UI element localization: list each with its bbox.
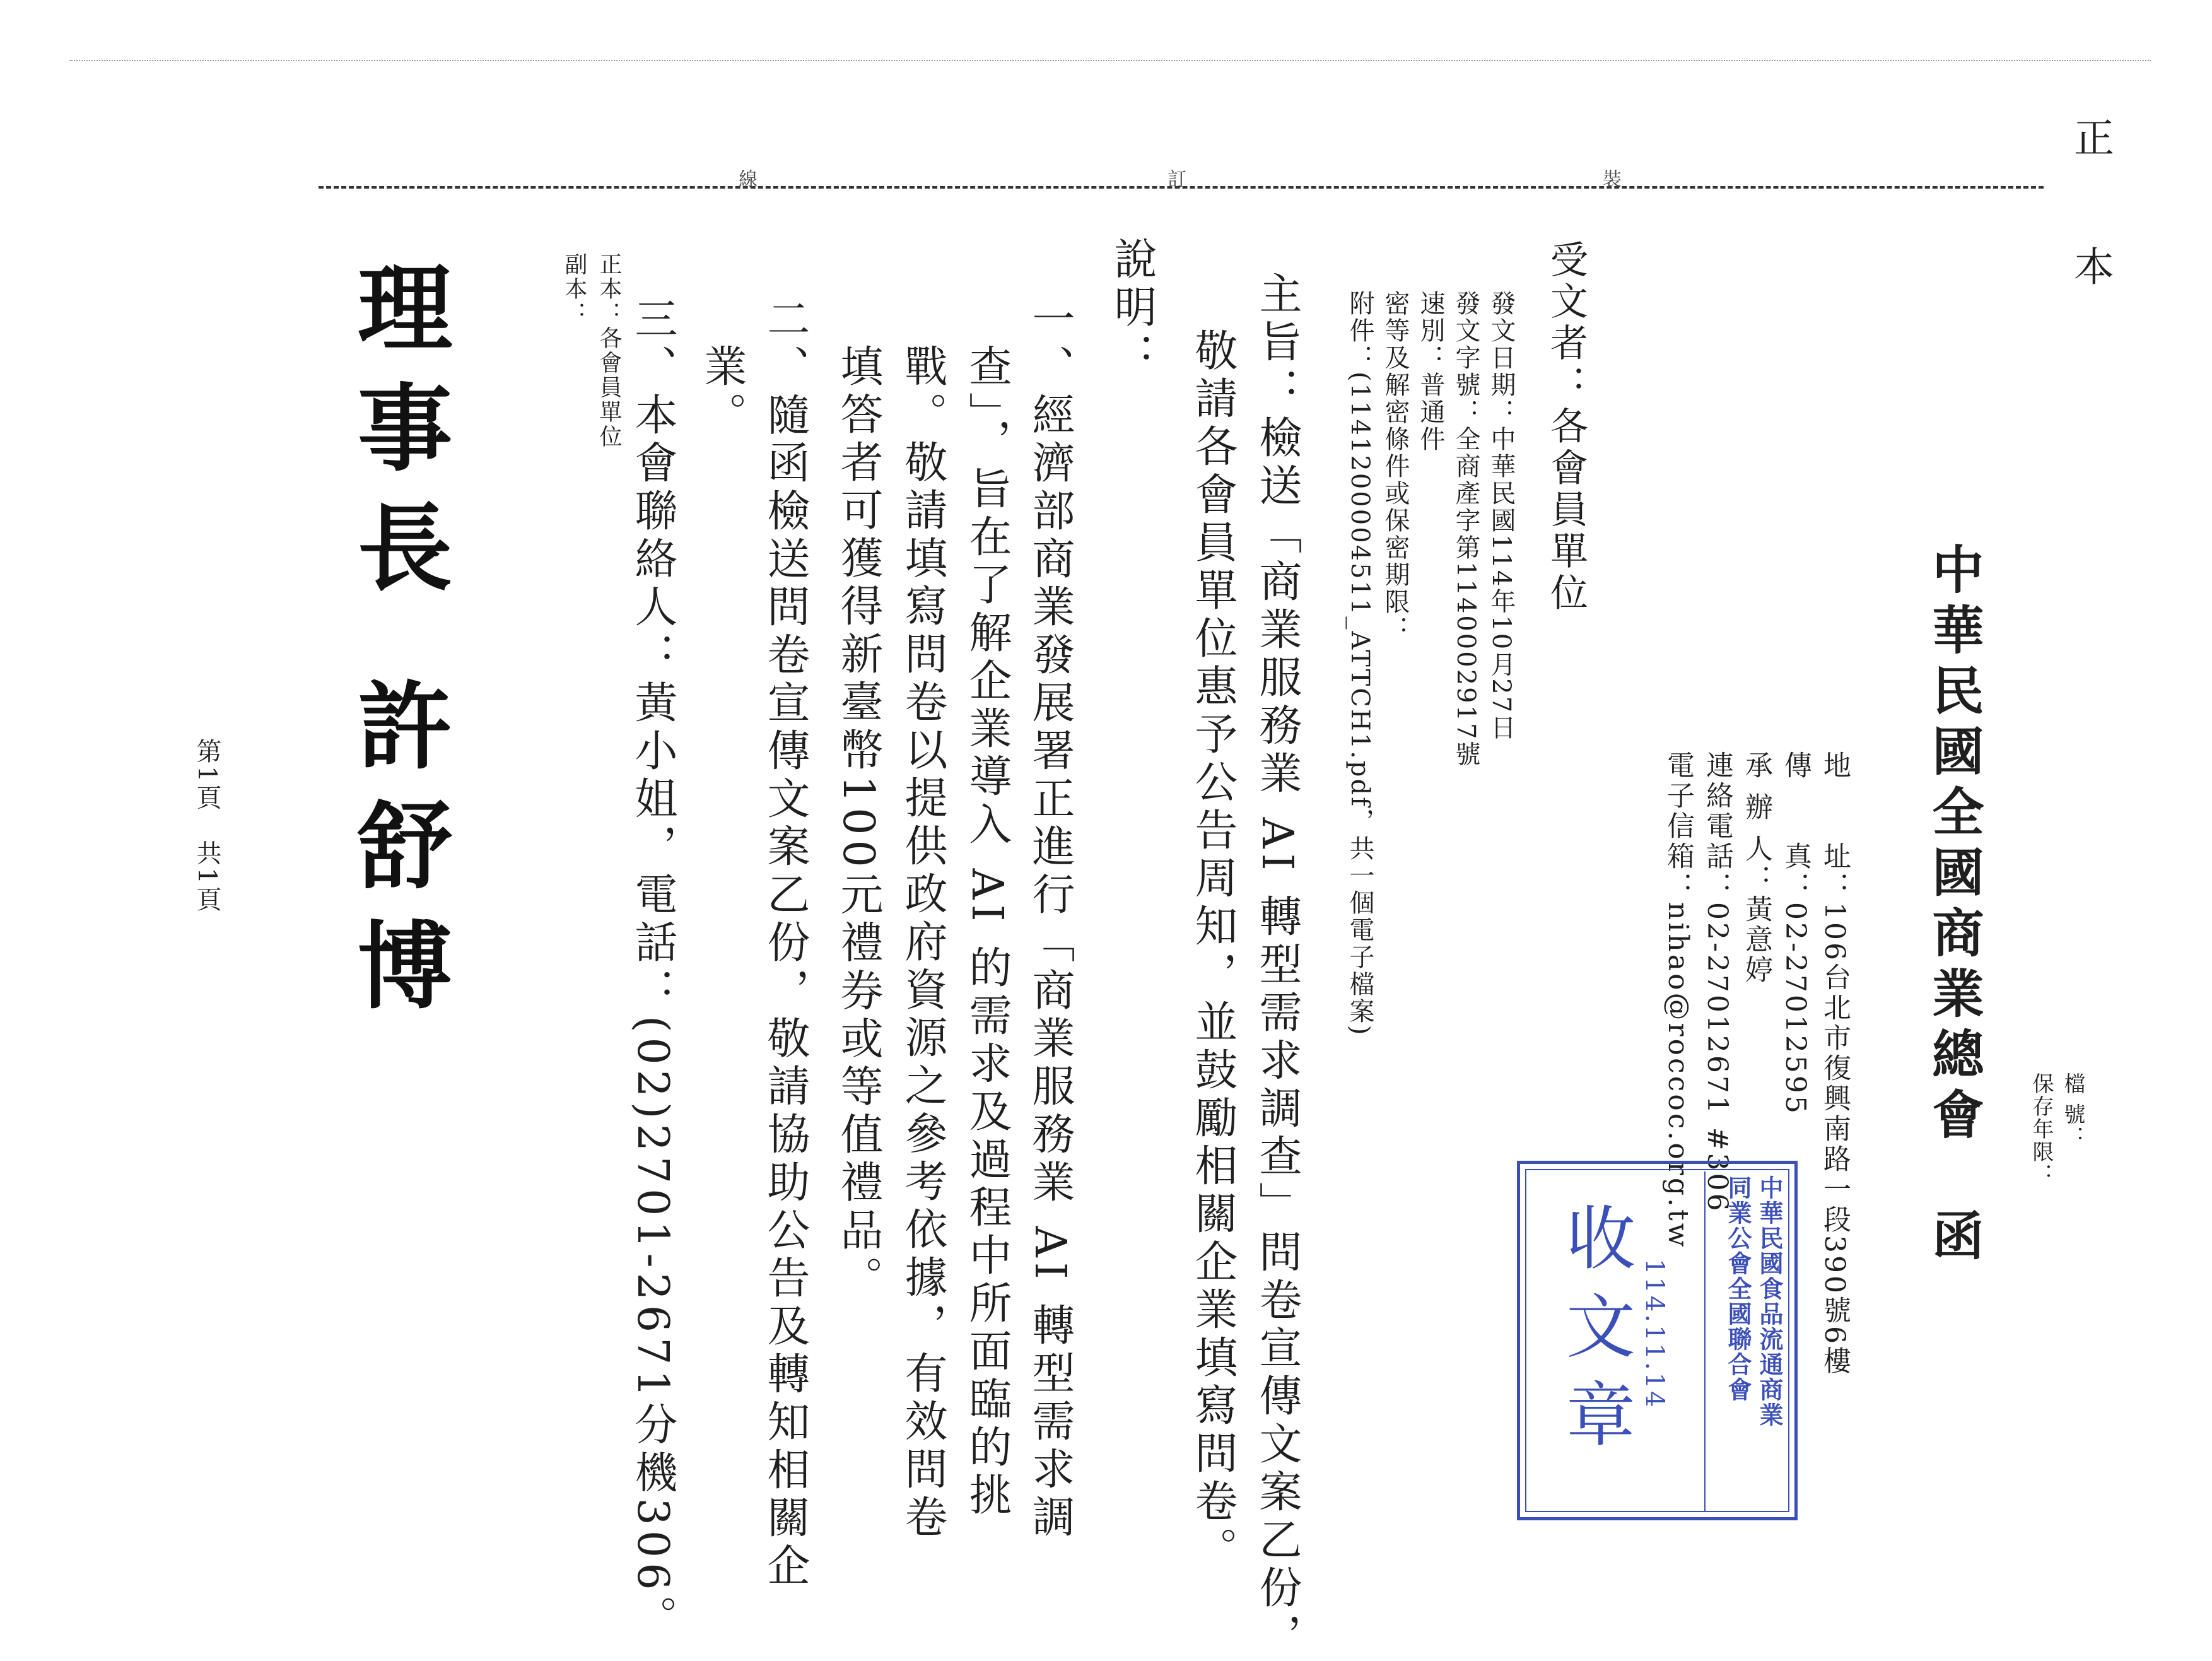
contact-phone: 連絡電話：02-27012671 #306 [1701,751,1733,1214]
delivery-speed: 速別：普通件 [1416,290,1445,453]
distribution-copy: 副本： [561,252,587,326]
explanation-label: 說明： [1107,237,1157,380]
subject-line-1: 主旨：檢送「商業服務業 AI 轉型需求調查」問卷宣傳文案乙份， [1252,271,1302,1661]
distribution-main: 正本：各會員單位 [596,252,622,449]
organization-title: 中華民國全國商業總會 函 [1924,543,1984,1269]
stamp-org-line1: 中華民國食品流通商業 [1755,1175,1784,1428]
item-2-line-2: 業。 [697,344,747,440]
document-number: 發文字號：全商產字第1140002917號 [1451,290,1480,768]
file-number-label: 檔 號： [2060,1072,2085,1149]
security-level: 密等及解密條件或保密期限： [1381,290,1410,643]
binding-mark-xian: 線 [735,169,757,188]
contact-fax: 傳 真：02-27012595 [1779,751,1811,1116]
item-3-line-1: 三、本會聯絡人：黃小姐，電話：(02)2701-2671分機306。 [628,296,677,1643]
stamp-org-line2: 同業公會全國聯合會 [1724,1175,1752,1402]
chairman-signature: 理事長 許舒博 [341,259,451,1036]
subject-line-2: 敬請各會員單位惠予公告周知，並鼓勵相關企業填寫問卷。 [1188,328,1238,1575]
issue-date: 發文日期：中華民國114年10月27日 [1487,290,1516,742]
contact-address: 地 址：106台北市復興南路一段390號6樓 [1818,751,1851,1376]
binding-mark-ding: 訂 [1164,169,1186,188]
attachment: 附件：(1141200004511_ATTCH1.pdf，共一個電子檔案) [1345,290,1374,1037]
contact-handler: 承 辦 人：黃意婷 [1740,751,1772,985]
top-dotted-rule [69,60,2151,61]
recipient: 受文者：各會員單位 [1544,240,1588,614]
binding-mark-zhuang: 裝 [1599,169,1621,188]
item-2-line-1: 二、隨函檢送問卷宣傳文案乙份，敬請協助公告及轉知相關企 [760,296,810,1591]
item-1-line-4: 填答者可獲得新臺幣100元禮券或等值禮品。 [833,344,883,1304]
contact-email: 電子信箱：nihao@roccoc.org.tw [1662,751,1694,1250]
item-1-line-2: 查」，旨在了解企業導入 AI 的需求及過程中所面臨的挑 [962,344,1012,1521]
retention-period-label: 保存年限： [2028,1072,2054,1186]
stamp-date: 114.11.14 [1640,1259,1669,1410]
stamp-divider [1704,1171,1706,1512]
item-1-line-3: 戰。敬請填寫問卷以提供政府資源之參考依據，有效問卷 [898,344,947,1542]
stamp-label: 收文章 [1555,1202,1636,1467]
page-number: 第1頁 共1頁 [192,738,221,914]
item-1-line-1: 一、經濟部商業發展署正進行「商業服務業 AI 轉型需求調 [1025,296,1075,1543]
received-stamp [1517,1161,1798,1520]
copy-mark: 正 本 [2067,117,2114,324]
